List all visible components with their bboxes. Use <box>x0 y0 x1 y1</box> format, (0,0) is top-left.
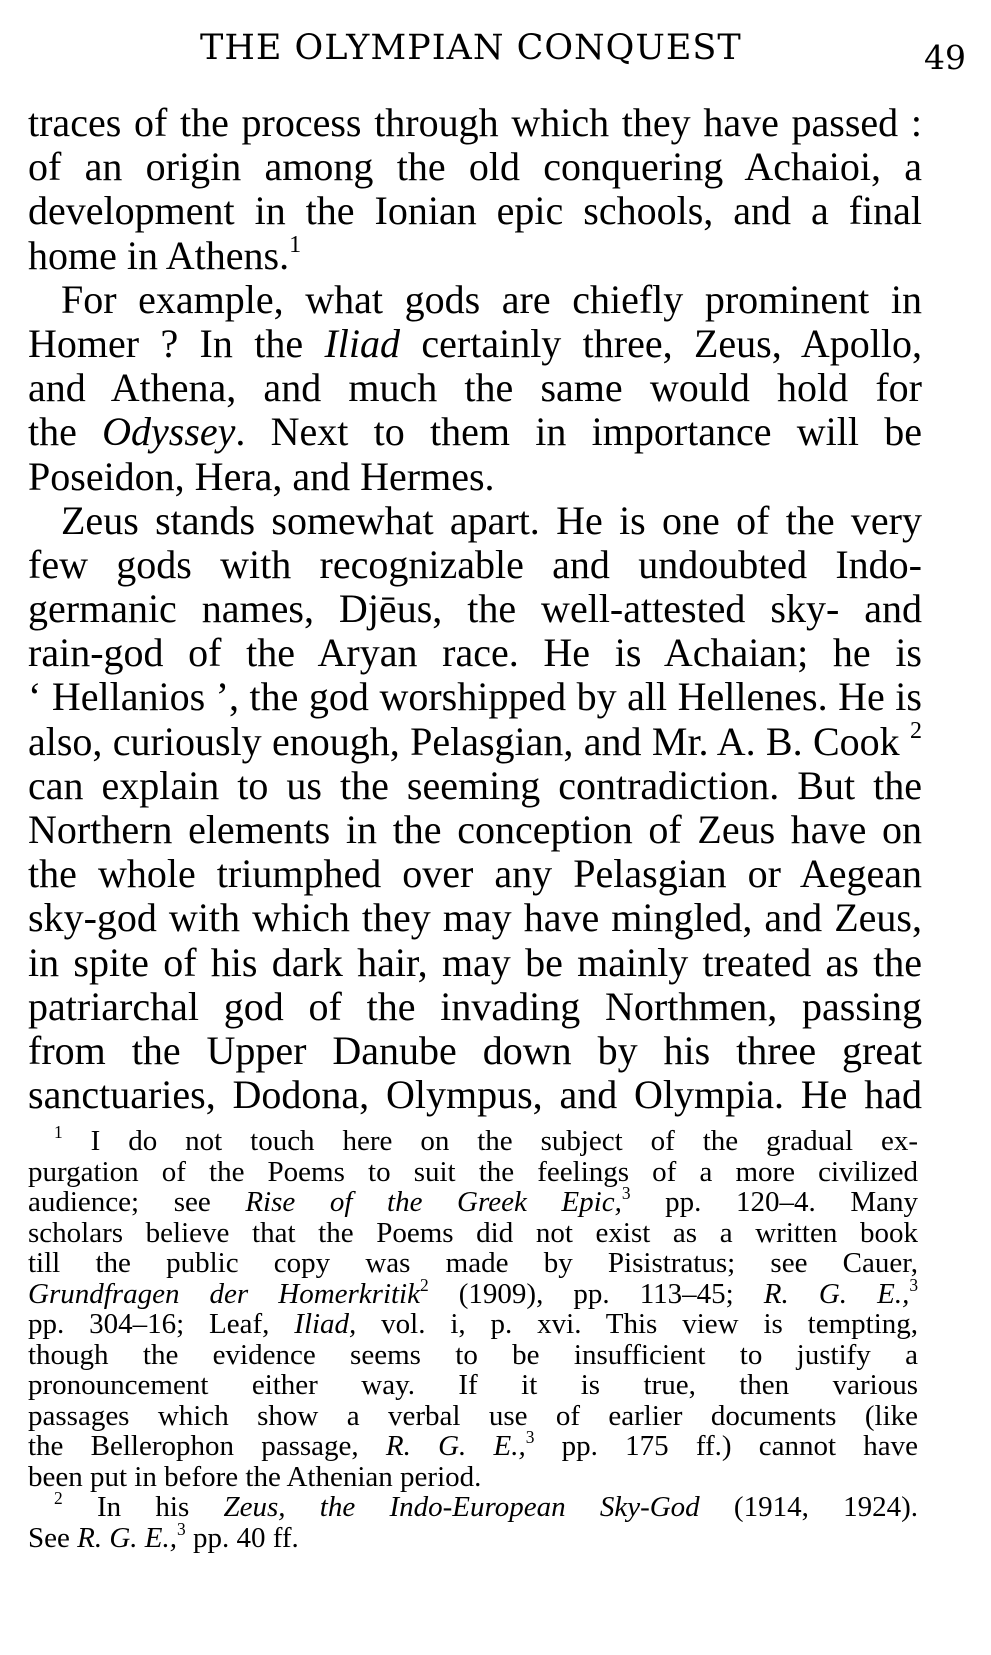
body-line: the Odyssey. Next to them in importance will be <box>28 409 922 455</box>
body-line: Homer ? In the Iliad certainly three, Zeus, Apollo, <box>28 320 922 366</box>
body-line: For example, what gods are chiefly prominent in <box>61 276 922 322</box>
body-line: can explain to us the seeming contradiction. But the <box>28 762 922 808</box>
footnote-line: been put in before the Athenian period. <box>28 1460 482 1493</box>
footnote-line: audience; see Rise of the Greek Epic,$^3$ pp. 120–4. Many <box>28 1182 918 1218</box>
footnote-marker: 1 <box>54 1121 63 1142</box>
body-line: sky-god with which they may have mingled, and Zeus, <box>28 895 922 941</box>
footnote-line: $^2$ In his Zeus, the Indo-European Sky-God (1914, 1924). <box>54 1487 918 1523</box>
body-line: in spite of his dark hair, may be mainly treated as the <box>28 939 922 985</box>
footnote-ref: 2 <box>910 717 923 744</box>
body-line: germanic names, Djēus, the well-attested sky- and <box>28 586 922 632</box>
italic-title: Iliad <box>324 320 401 366</box>
italic-title: Iliad, <box>294 1308 357 1340</box>
footnote-ref: 1 <box>289 231 302 258</box>
running-head <box>0 22 991 82</box>
body-line: ‘ Hellanios ’, the god worshipped by all Hellenes. He is <box>28 674 922 720</box>
body-line: also, curiously enough, Pelasgian, and Mr. A. B. Cook $^2$ <box>28 717 923 764</box>
body-line: home in Athens.$^1$ <box>28 231 302 278</box>
body-line: from the Upper Danube down by his three great <box>28 1027 922 1073</box>
italic-title: Rise of the Greek Epic, <box>245 1186 622 1218</box>
footnote-line: purgation of the Poems to suit the feelings of a more civilized <box>28 1155 918 1188</box>
body-line: development in the Ionian epic schools, and a final <box>28 188 922 234</box>
body-text <box>28 101 922 1117</box>
footnote-line: pronouncement either way. If it is true, then various <box>28 1369 918 1401</box>
footnote-line: See R. G. E.,$^3$ pp. 40 ff. <box>28 1518 299 1554</box>
body-line: of an origin among the old conquering Achaioi, a <box>28 144 922 190</box>
footnote-line: passages which show a verbal use of earlier documents (like <box>28 1399 918 1432</box>
footnote-line: scholars believe that the Poems did not exist as a written book <box>28 1216 918 1249</box>
body-line: few gods with recognizable and undoubted Indo- <box>28 541 922 587</box>
footnote-marker: 2 <box>54 1487 63 1508</box>
body-line: patriarchal god of the invading Northmen, passing <box>28 983 922 1029</box>
footnote-line: till the public copy was made by Pisistratus; see Cauer, <box>28 1247 918 1279</box>
body-line: Zeus stands somewhat apart. He is one of the very <box>61 497 922 543</box>
page-number: 49 <box>924 38 966 77</box>
footnote-line: Grundfragen der Homerkritik$^2$ (1909), pp. 113–45; R. G. E.,$^3$ <box>28 1274 919 1310</box>
italic-title: Grundfragen der Homerkritik <box>28 1277 420 1310</box>
body-line: rain-god of the Aryan race. He is Achaian; he is <box>28 630 922 676</box>
body-line: the whole triumphed over any Pelasgian or Aegean <box>28 851 922 897</box>
running-title: THE OLYMPIAN CONQUEST <box>200 28 742 68</box>
body-line: traces of the process through which they have passed : <box>28 100 922 145</box>
italic-title: Zeus, the Indo-European Sky-God <box>223 1491 700 1523</box>
body-line: sanctuaries, Dodona, Olympus, and Olympia. He had <box>28 1072 922 1118</box>
italic-title: Odyssey <box>102 409 236 455</box>
footnotes <box>28 1121 919 1554</box>
body-line: Poseidon, Hera, and Hermes. <box>28 453 495 499</box>
footnote-line: pp. 304–16; Leaf, Iliad, vol. i, p. xvi. This view is tempting, <box>28 1308 919 1340</box>
footnote-line: though the evidence seems to be insufficient to justify a <box>28 1338 918 1371</box>
body-line: Northern elements in the conception of Zeus have on <box>28 807 922 852</box>
footnote-line: $^1$ I do not touch here on the subject of the gradual ex- <box>54 1121 919 1157</box>
footnote-line: the Bellerophon passage, R. G. E.,$^3$ pp. 175 ff.) cannot have <box>28 1426 918 1462</box>
body-line: and Athena, and much the same would hold for <box>28 365 922 411</box>
